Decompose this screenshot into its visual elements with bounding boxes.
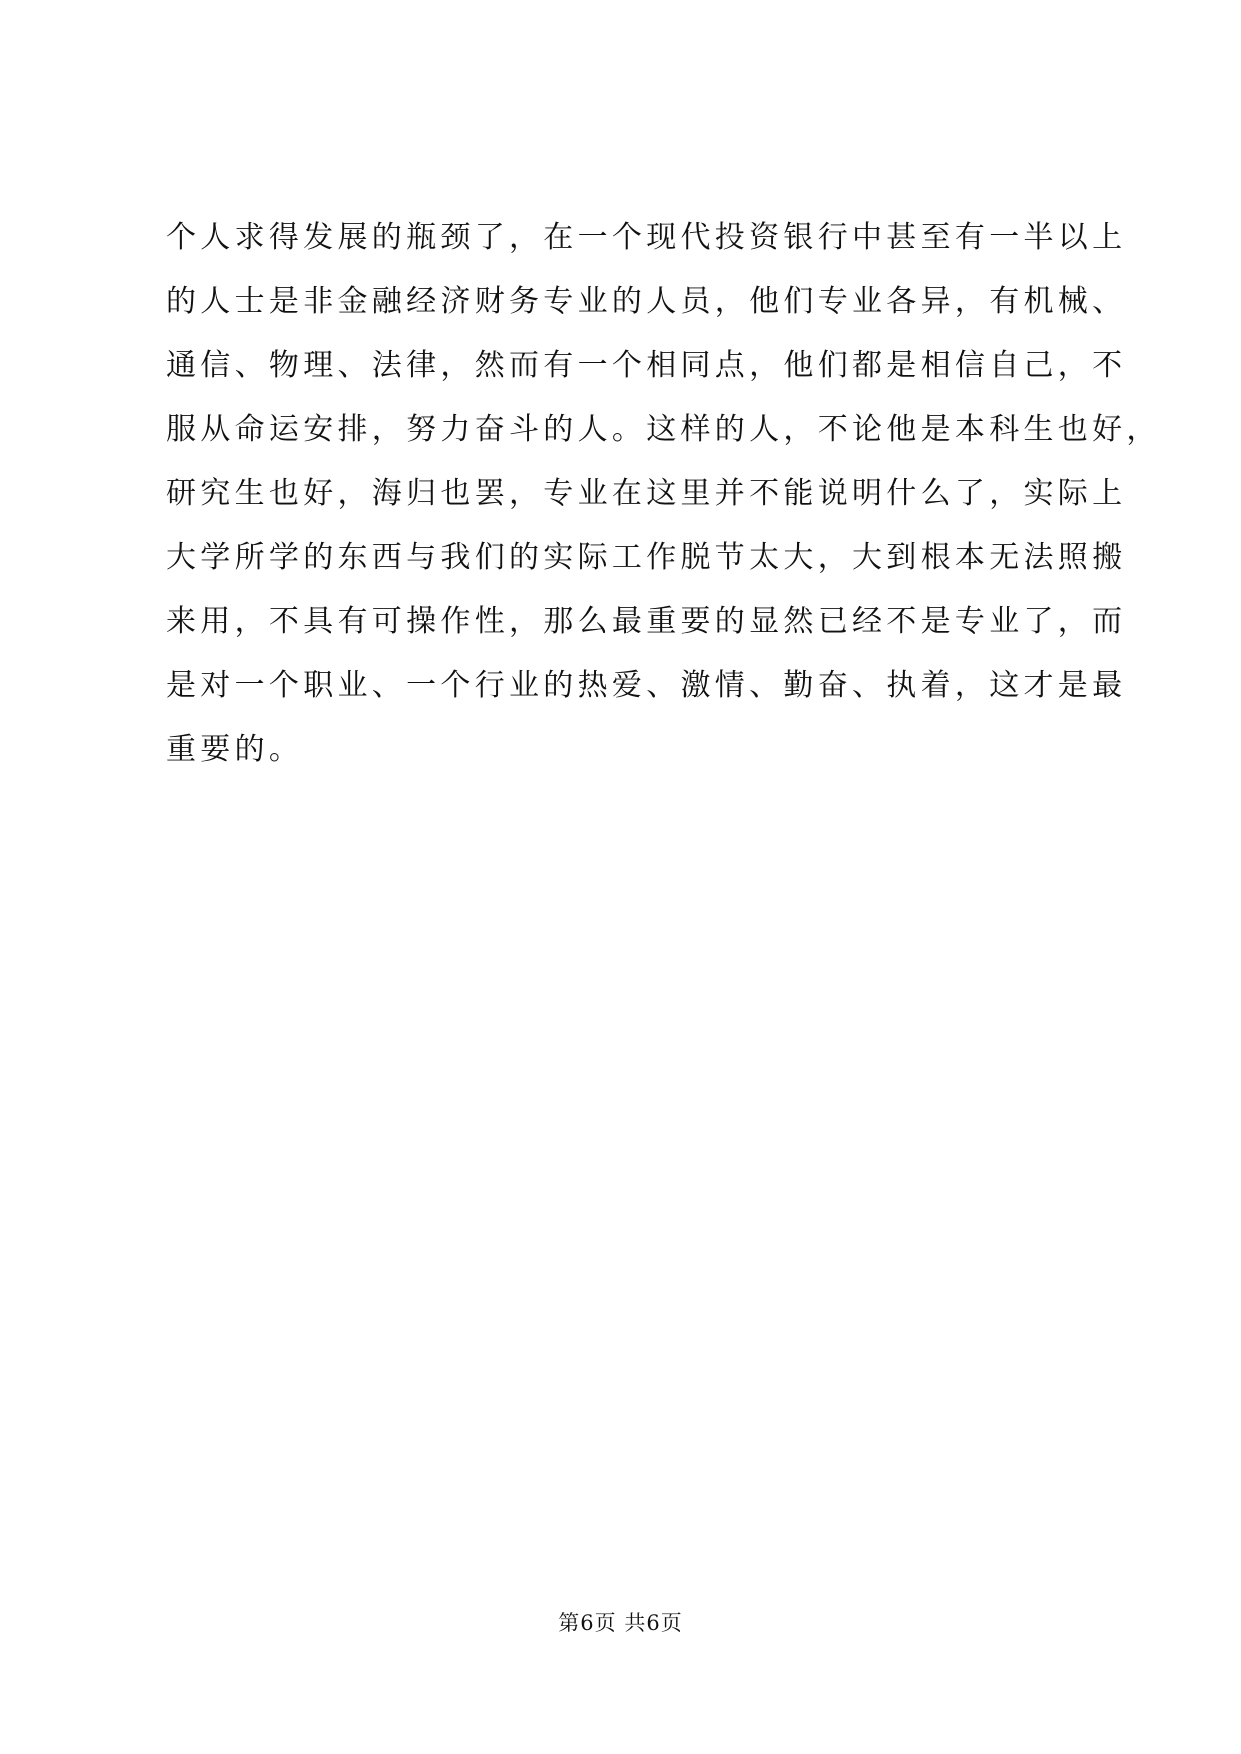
paragraph-line: 服从命运安排，努力奋斗的人。这样的人，不论他是本科生也好， (166, 412, 1161, 447)
page-number-footer: 第6页 共6页 (558, 1611, 683, 1635)
paragraph-line: 大学所学的东西与我们的实际工作脱节太大，大到根本无法照搬 (166, 540, 1127, 575)
body-paragraph (166, 206, 1161, 782)
paragraph-line: 个人求得发展的瓶颈了，在一个现代投资银行中甚至有一半以上 (166, 220, 1127, 255)
paragraph-line: 来用，不具有可操作性，那么最重要的显然已经不是专业了，而 (166, 604, 1127, 639)
paragraph-line: 的人士是非金融经济财务专业的人员，他们专业各异，有机械、 (166, 284, 1127, 319)
paragraph-line: 是对一个职业、一个行业的热爱、激情、勤奋、执着，这才是最 (166, 668, 1127, 703)
paragraph-line: 研究生也好，海归也罢，专业在这里并不能说明什么了，实际上 (166, 476, 1127, 511)
paragraph-line: 通信、物理、法律，然而有一个相同点，他们都是相信自己，不 (166, 348, 1127, 383)
paragraph-line: 重要的。 (166, 732, 304, 767)
